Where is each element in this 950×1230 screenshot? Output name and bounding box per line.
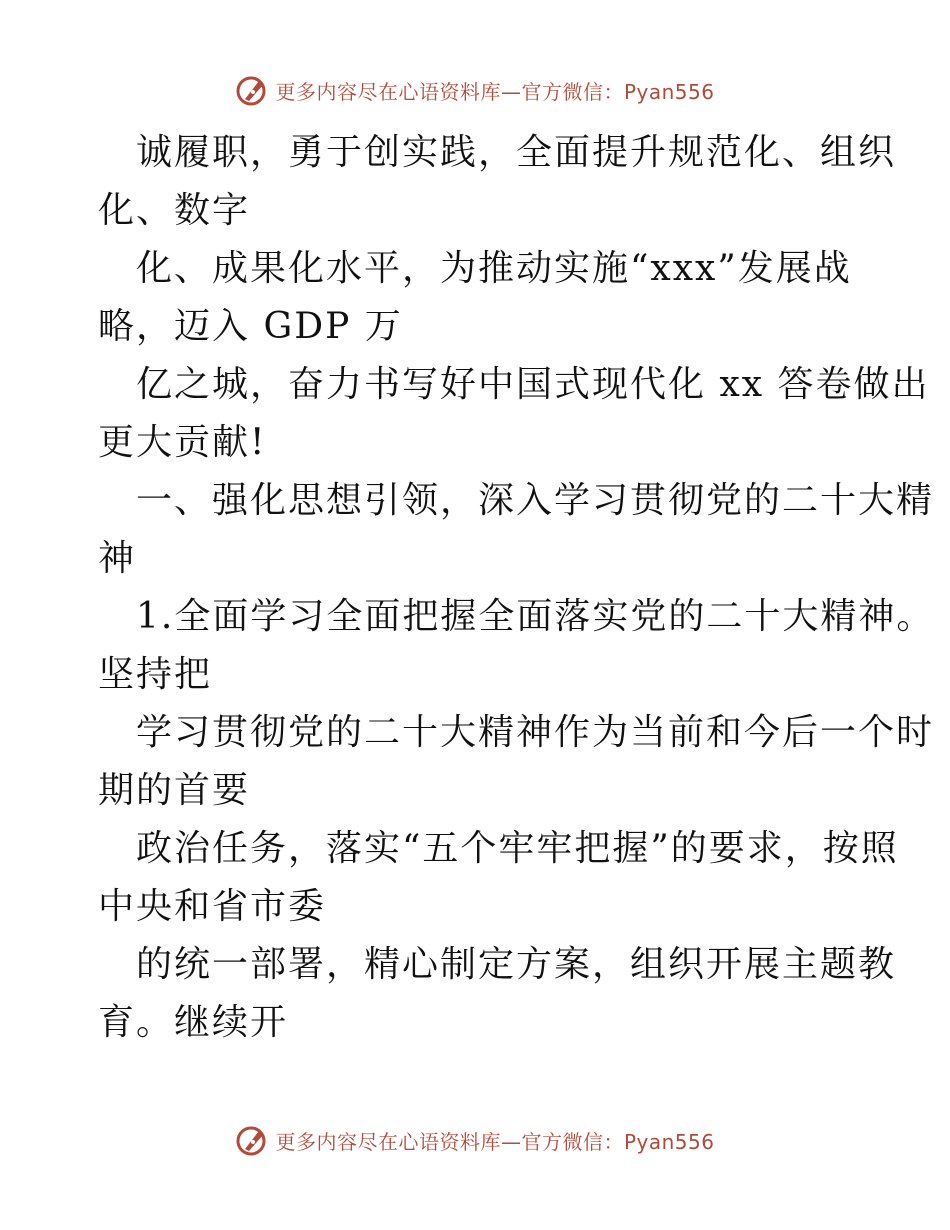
- text-line: 育。继续开: [98, 1002, 289, 1043]
- footer-watermark: [0, 1120, 950, 1160]
- text-line: 政治任务，落实“五个牢牢把握”的要求，按照: [136, 828, 899, 869]
- text-line: 亿之城，奋力书写好中国式现代化 xx 答卷做出: [136, 364, 930, 405]
- text-line: 中央和省市委: [98, 886, 327, 927]
- pen-nib-circle-icon: [235, 73, 269, 107]
- text-line: 略，迈入 GDP 万: [98, 306, 403, 347]
- text-line: 化、成果化水平，为推动实施“xxx”发展战: [136, 248, 852, 289]
- text-line: 学习贯彻党的二十大精神作为当前和今后一个时: [136, 712, 935, 753]
- watermark-text: 更多内容尽在心语资料库—官方微信：Pyan556: [275, 79, 715, 104]
- text-line: 诚履职，勇于创实践，全面提升规范化、组织: [136, 132, 897, 173]
- section-heading: 一、强化思想引领，深入学习贯彻党的二十大精: [136, 480, 935, 521]
- text-line: 的统一部署，精心制定方案，组织开展主题教: [136, 944, 897, 985]
- text-line: 1.全面学习全面把握全面落实党的二十大精神。: [136, 596, 935, 637]
- section-heading-continued: 神: [98, 538, 137, 579]
- text-line: 期的首要: [98, 770, 251, 811]
- watermark-text: 更多内容尽在心语资料库—官方微信：Pyan556: [275, 1129, 715, 1154]
- pen-nib-circle-icon: [235, 1123, 269, 1157]
- text-line: 坚持把: [98, 654, 213, 695]
- text-line: 更大贡献!: [98, 422, 267, 463]
- header-watermark: [0, 70, 950, 110]
- document-body: [98, 124, 935, 1052]
- text-line: 化、数字: [98, 190, 251, 231]
